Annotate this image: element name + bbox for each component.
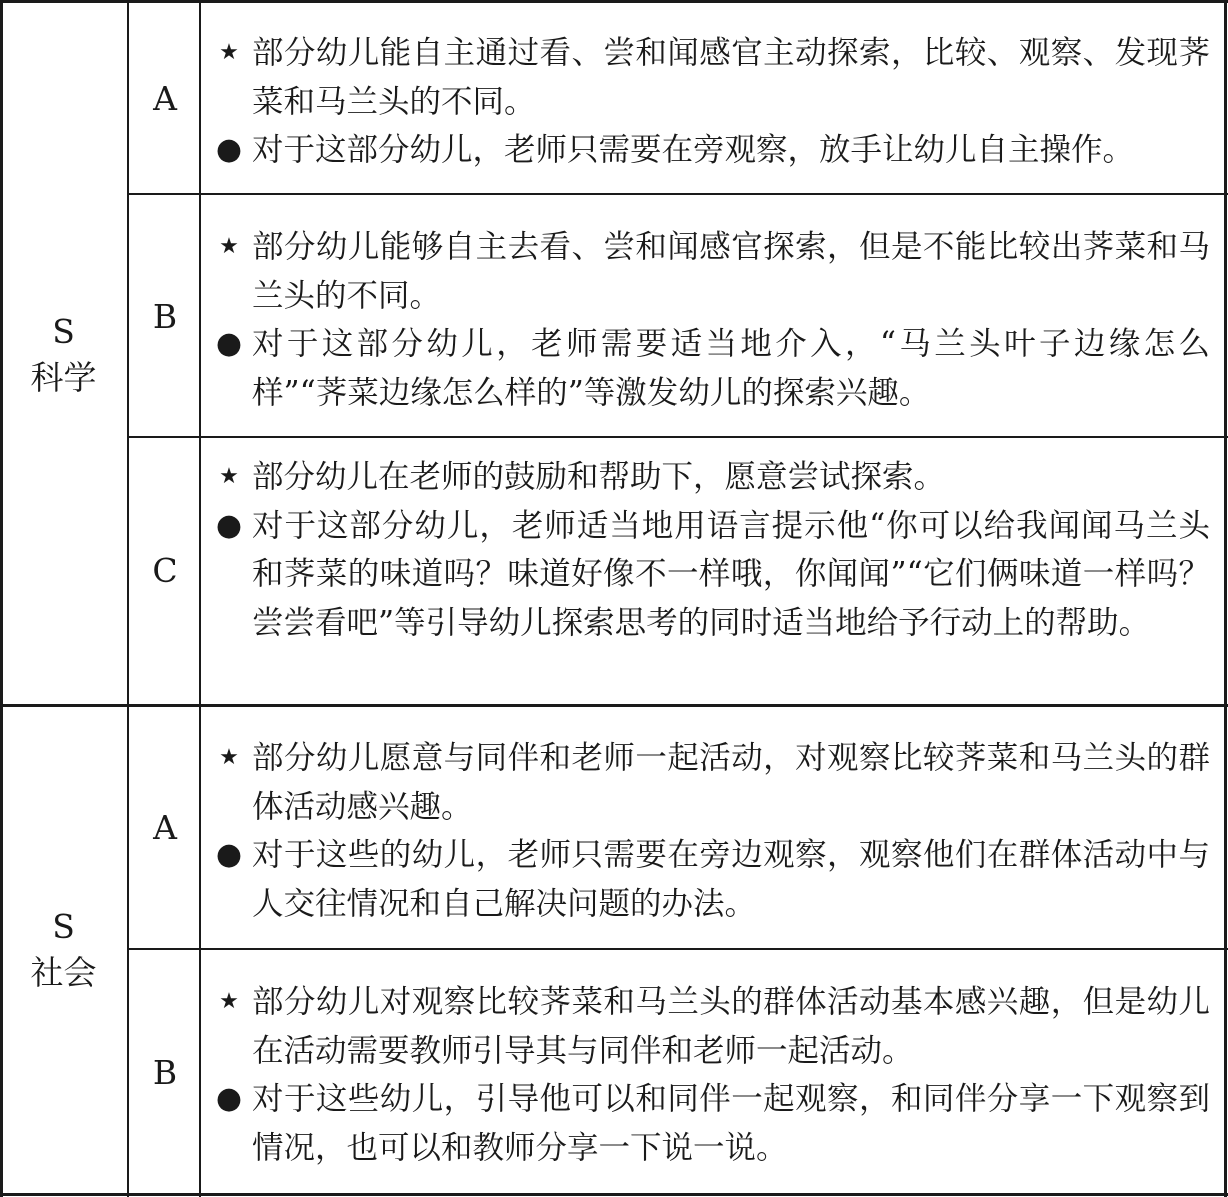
bullet-dot-icon: ● [215, 326, 243, 361]
domain-label-society [0, 904, 127, 996]
strategy-item [214, 831, 1210, 928]
domain-label-science [0, 309, 127, 401]
observation-text: 部分幼儿能自主通过看、尝和闻感官主动探索，比较、观察、发现荠菜和马兰头的不同。 [252, 35, 1210, 120]
observation-item [214, 978, 1210, 1075]
star-icon: ★ [219, 989, 239, 1014]
column-divider-1 [127, 0, 129, 1197]
level-label: B [152, 297, 178, 336]
observation-item [214, 223, 1210, 320]
bullet-dot-icon: ● [215, 132, 243, 167]
strategy-text: 对于这部分幼儿，老师适当地用语言提示他“你可以给我闻闻马兰头和荠菜的味道吗？味道好像不一样哦，你闻闻”“它们俩味道一样吗？尝尝看吧”等引导幼儿探索思考的同时适当地给予行动上的帮助。 [252, 507, 1210, 641]
table-border-top [0, 0, 1228, 3]
table-border-right [1224, 0, 1227, 1197]
row-content [214, 453, 1210, 647]
strategy-text: 对于这部分幼儿，老师需要适当地介入，“马兰头叶子边缘怎么样”“荠菜边缘怎么样的”等激发幼儿的探索兴趣。 [252, 326, 1210, 411]
column-divider-2 [199, 0, 201, 1197]
domain-name: 社会 [30, 953, 97, 992]
observation-text: 部分幼儿能够自主去看、尝和闻感官探索，但是不能比较出荠菜和马兰头的不同。 [252, 229, 1210, 314]
row-content [214, 223, 1210, 417]
bullet-dot-icon: ● [215, 1081, 243, 1116]
table-border-left [0, 0, 3, 1197]
row-content [214, 29, 1210, 175]
bullet-dot-icon: ● [215, 837, 243, 872]
strategy-item [214, 320, 1210, 417]
row-divider [127, 436, 1228, 438]
level-label: B [152, 1053, 178, 1092]
observation-item [214, 453, 1210, 502]
table-border-bottom [0, 1193, 1228, 1196]
observation-text: 部分幼儿对观察比较荠菜和马兰头的群体活动基本感兴趣，但是幼儿在活动需要教师引导其与同伴和老师一起活动。 [252, 984, 1210, 1069]
star-icon: ★ [219, 40, 239, 65]
bullet-dot-icon: ● [215, 507, 243, 543]
domain-code: S [52, 907, 75, 946]
observation-item [214, 734, 1210, 831]
group-divider [0, 704, 1228, 707]
strategy-text: 对于这些的幼儿，老师只需要在旁边观察，观察他们在群体活动中与人交往情况和自己解决问题的办法。 [252, 837, 1210, 922]
observation-item [214, 29, 1210, 126]
level-label: A [153, 79, 177, 118]
domain-name: 科学 [30, 358, 97, 397]
level-label: A [153, 808, 177, 847]
strategy-item [214, 126, 1210, 175]
strategy-item [214, 502, 1210, 648]
observation-text: 部分幼儿愿意与同伴和老师一起活动，对观察比较荠菜和马兰头的群体活动感兴趣。 [252, 740, 1210, 825]
strategy-item [214, 1075, 1210, 1172]
row-content [214, 734, 1210, 928]
star-icon: ★ [219, 745, 239, 770]
level-label: C [152, 551, 178, 590]
row-divider [127, 948, 1228, 950]
row-divider [127, 193, 1228, 195]
observation-text: 部分幼儿在老师的鼓励和帮助下，愿意尝试探索。 [252, 459, 946, 495]
star-icon: ★ [219, 464, 239, 489]
row-content [214, 978, 1210, 1172]
star-icon: ★ [219, 234, 239, 259]
strategy-text: 对于这部分幼儿，老师只需要在旁观察，放手让幼儿自主操作。 [252, 132, 1135, 168]
domain-code: S [52, 312, 75, 351]
strategy-text: 对于这些幼儿，引导他可以和同伴一起观察，和同伴分享一下观察到情况，也可以和教师分享一下说一说。 [252, 1081, 1210, 1166]
